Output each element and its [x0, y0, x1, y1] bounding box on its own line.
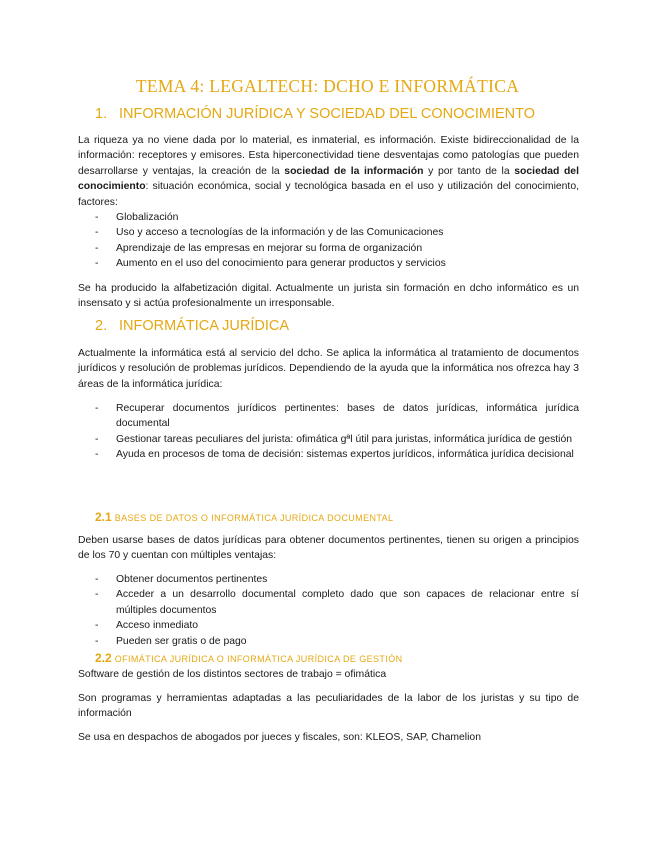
section-2-2-paragraph-2: Son programas y herramientas adaptadas a las peculiaridades de la labor de los juristas y su tipo de información [78, 693, 579, 720]
section-1-paragraph-1 [78, 133, 579, 210]
list-item: - Obtener documentos pertinentes [78, 572, 579, 587]
p1-text-c: : situación económica, social y tecnológica basada en el uso y utilización del conocimiento, factores: [78, 181, 579, 208]
section-2-number: 2. [95, 318, 108, 334]
areas-list [78, 401, 579, 463]
section-1-heading [95, 106, 535, 122]
section-2-intro: Actualmente la informática está al servicio del dcho. Se aplica la informática al tratamiento de documentos jurídicos y resolución de problemas jurídicos. Dependiendo de la ayuda que la informática nos ofrezca hay 3 áreas de la informática jurídica: [78, 348, 579, 390]
section-2-title: INFORMÁTICA JURÍDICA [119, 318, 290, 334]
p1-bold-b: sociedad del conocimiento [78, 165, 579, 193]
list-item: - Ayuda en procesos de toma de decisión: sistemas expertos jurídicos, informática jurídica decisional [78, 447, 579, 462]
section-2-1-title: BASES DE DATOS O INFORMÁTICA JURÍDICA DOCUMENTAL [114, 513, 394, 523]
list-item: - Aumento en el uso del conocimiento para generar productos y servicios [78, 256, 579, 271]
section-1-number: 1. [95, 106, 108, 122]
advantages-list [78, 572, 579, 649]
section-2-2-paragraph-1: Software de gestión de los distintos sectores de trabajo = ofimática [78, 669, 387, 680]
page-title: TEMA 4: LEGALTECH: DCHO E INFORMÁTICA [135, 76, 520, 96]
section-1-paragraph-2: Se ha producido la alfabetización digital. Actualmente un jurista sin formación en dcho informático es un insensato y si actúa profesionalmente un irresponsable. [78, 283, 579, 310]
list-item: - Gestionar tareas peculiares del jurista: ofimática gªl útil para juristas, informática jurídica de gestión [78, 432, 579, 447]
list-item: - Aprendizaje de las empresas en mejorar su forma de organización [78, 241, 579, 256]
list-item: - Pueden ser gratis o de pago [78, 634, 579, 649]
list-item: - Globalización [78, 210, 579, 225]
p1-text-a: La riqueza ya no viene dada por lo material, es inmaterial, es información. Existe bidireccionalidad de la información: receptores y emisores. Esta hiperconectividad tiene desventajas como patologías que pueden desarrollarse y ventajas, la creación de la [78, 135, 579, 177]
section-2-1-heading [95, 510, 393, 524]
factors-list [78, 210, 579, 272]
p1-text-b: y por tanto de la [423, 165, 515, 177]
section-2-1-number: 2.1 [95, 510, 112, 524]
section-2-2-heading [95, 651, 403, 665]
section-2-1-intro: Deben usarse bases de datos jurídicas para obtener documentos pertinentes, tienen su origen a principios de los 70 y cuentan con múltiples ventajas: [78, 535, 579, 562]
p1-bold-a: sociedad de la información [284, 165, 424, 177]
section-2-2-title: OFIMÁTICA JURÍDICA O INFORMÁTICA JURÍDICA DE GESTIÓN [114, 654, 403, 664]
section-1-title: INFORMACIÓN JURÍDICA Y SOCIEDAD DEL CONOCIMIENTO [119, 106, 536, 122]
list-item: - Acceso inmediato [78, 618, 579, 633]
list-item: - Acceder a un desarrollo documental completo dado que son capaces de relacionar entre sí múltiples documentos [78, 587, 579, 618]
section-2-heading [95, 318, 289, 334]
list-item: - Uso y acceso a tecnologías de la información y de las Comunicaciones [78, 225, 579, 240]
section-2-2-paragraph-3: Se usa en despachos de abogados por jueces y fiscales, son: KLEOS, SAP, Chamelion [78, 732, 481, 743]
section-2-2-number: 2.2 [95, 651, 112, 665]
list-item: - Recuperar documentos jurídicos pertinentes: bases de datos jurídicas, informática jurídica documental [78, 401, 579, 432]
